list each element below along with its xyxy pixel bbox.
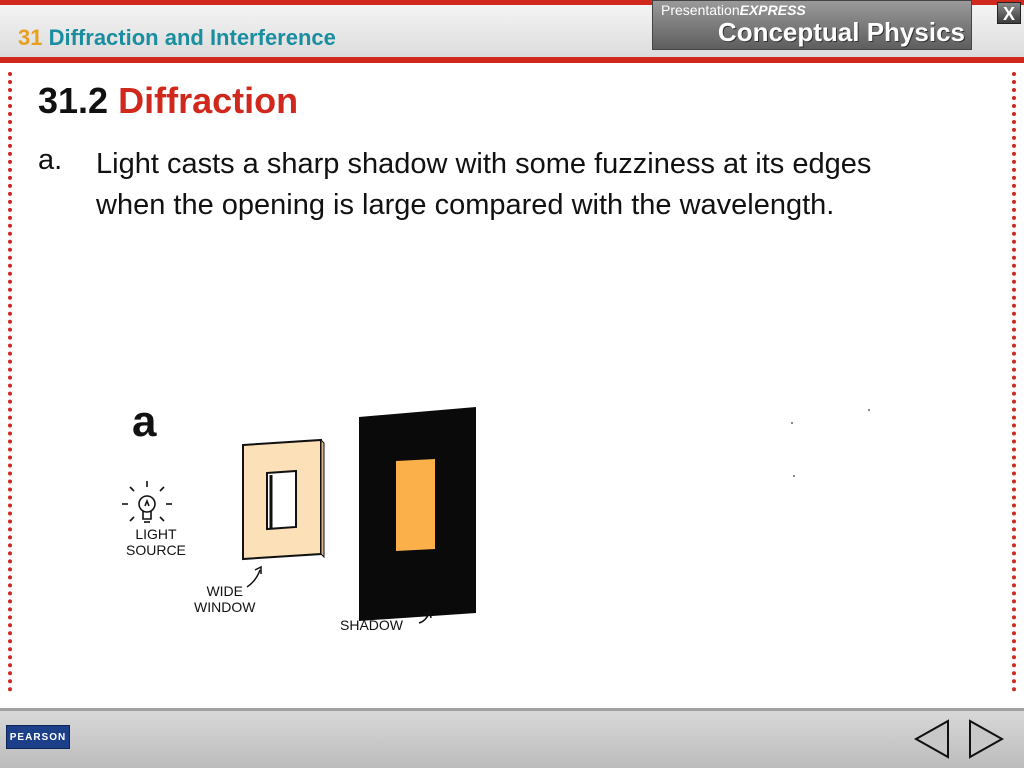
triangle-left-icon [916, 721, 948, 757]
window-label-line1: WIDE [206, 583, 243, 599]
diffraction-figure [110, 395, 500, 645]
light-bulb-icon [122, 481, 172, 522]
brand-logo [652, 0, 972, 50]
shadow-panel [359, 407, 476, 621]
brand-title: Conceptual Physics [717, 17, 965, 47]
figure-drawing [110, 395, 500, 645]
brand-express: EXPRESS [739, 2, 806, 18]
pearson-logo: PEARSON [6, 725, 70, 749]
chapter-number: 31 [18, 25, 43, 50]
wide-window-panel [243, 440, 324, 559]
light-label-line2: SOURCE [126, 542, 186, 558]
light-label-line1: LIGHT [135, 526, 177, 542]
shadow-label: SHADOW [340, 617, 403, 633]
chapter-name: Diffraction and Interference [48, 25, 336, 50]
speck [868, 409, 870, 411]
speck [793, 475, 795, 477]
speck [791, 422, 793, 424]
section-heading: Diffraction [118, 80, 299, 121]
footer-bar [0, 708, 1024, 768]
left-dotted-border [8, 72, 12, 692]
wide-window-label [194, 583, 255, 615]
triangle-right-icon [970, 721, 1002, 757]
previous-slide-button[interactable] [912, 718, 952, 760]
figure-letter: a [132, 397, 157, 446]
bullet-marker: a. [38, 144, 63, 176]
bullet-text: Light casts a sharp shadow with some fuzziness at its edges when the opening is large compared with the wavelength. [96, 148, 872, 221]
brand-prefix: Presentation [661, 2, 740, 18]
chapter-title [18, 25, 336, 51]
right-dotted-border [1012, 72, 1016, 692]
light-source-label [126, 526, 186, 558]
section-title [38, 80, 298, 122]
close-button[interactable]: X [997, 2, 1021, 24]
next-slide-button[interactable] [966, 718, 1006, 760]
header-underline [0, 57, 1024, 63]
section-number: 31.2 [38, 80, 109, 121]
window-label-line2: WINDOW [194, 599, 256, 615]
brand-subtitle [661, 2, 806, 18]
